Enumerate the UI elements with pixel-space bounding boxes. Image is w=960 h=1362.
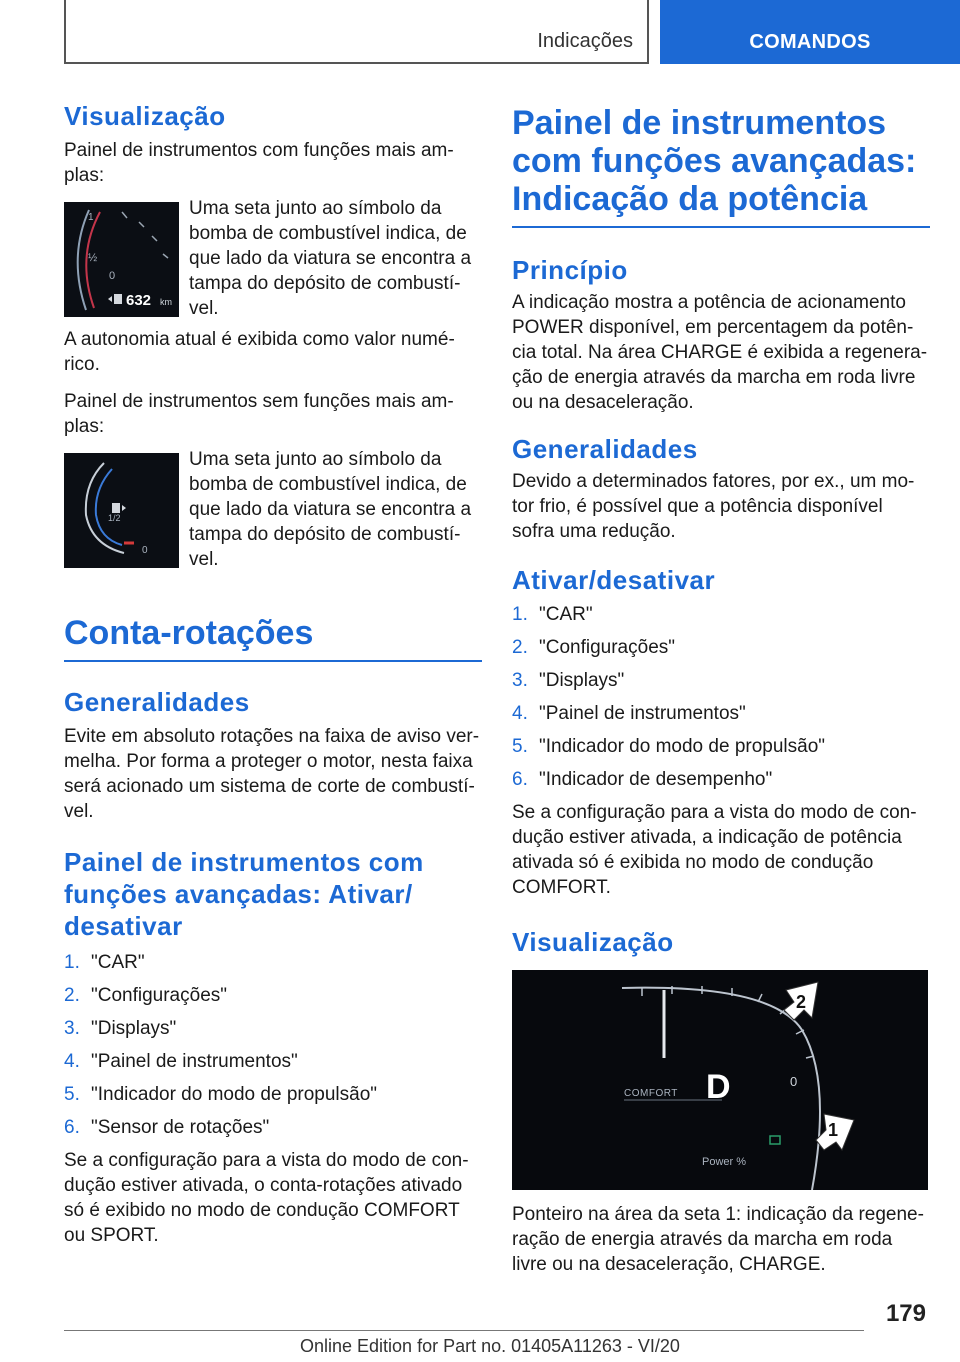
heading-power-display: Painel de instrumentos com funções avançadas: Indicação da potência [512, 104, 930, 228]
footer-edition: Online Edition for Part no. 01405A11263 - VI/20 [300, 1336, 680, 1356]
fig1-label-zero: 0 [109, 270, 116, 282]
left-column [64, 100, 482, 1248]
section-title-advanced-toggle: Painel de instrumentos com funções avançadas: Ativar/ desativar [64, 847, 424, 941]
ativar-text: Se a configuração para a vista do modo de con-dução estiver ativada, a indicação de potência ativada só é exibida no modo de condução COMFORT. [512, 802, 917, 898]
generalidades-right-text: Devido a determinados fatores, por ex., um mo-tor frio, é possível que a potência disponível sofra uma redução. [512, 471, 915, 542]
mode-label: COMFORT [624, 1088, 678, 1099]
autonomy-text: A autonomia atual é exibida como valor numé-rico. [64, 329, 455, 375]
list-item: 3. "Displays" [512, 670, 625, 691]
steps-list-right [512, 602, 930, 792]
section-title-generalidades-right: Generalidades [512, 434, 698, 464]
right-column [512, 104, 930, 1277]
power-display-image [512, 970, 928, 1190]
steps-list-left [64, 950, 482, 1140]
list-item: 5. "Indicador do modo de propulsão" [64, 1084, 378, 1105]
gear-indicator: D [706, 1068, 731, 1106]
list-item: 4. "Painel de instrumentos" [512, 703, 746, 724]
figure-row-basic [64, 447, 482, 572]
power-zero-label: 0 [790, 1074, 798, 1089]
generalidades-text: Evite em absoluto rotações na faixa de aviso ver-melha. Por forma a proteger o motor, nesta faixa será acionado um sistema de corte de combustí-vel. [64, 726, 480, 822]
fuel-gauge-basic-image [64, 453, 179, 568]
section-title-generalidades: Generalidades [64, 687, 250, 717]
fig2-label-zero: 0 [142, 545, 148, 556]
heading-conta-rotacoes: Conta-rotações [64, 614, 482, 662]
list-item: 3. "Displays" [64, 1018, 177, 1039]
fig1-range-unit: km [160, 297, 172, 307]
page-number: 179 [885, 1300, 926, 1327]
list-item: 6. "Sensor de rotações" [64, 1117, 270, 1138]
header-section: Indicações [537, 30, 633, 52]
header-box [64, 0, 649, 64]
closing-text-left: Se a configuração para a vista do modo de con-dução estiver ativada, o conta-rotações ativado só é exibido no modo de condução COMFORT ou SPORT. [64, 1150, 469, 1246]
list-item: 1. "CAR" [512, 604, 593, 625]
list-item: 4. "Painel de instrumentos" [64, 1051, 298, 1072]
intro-basic: Painel de instrumentos sem funções mais am-plas: [64, 391, 454, 437]
figure-row-advanced [64, 196, 482, 321]
fuel-gauge-basic-graphic [64, 453, 179, 568]
section-title-ativar: Ativar/desativar [512, 565, 716, 595]
fig1-label-one: 1 [88, 212, 94, 223]
header-tab-comandos[interactable] [660, 0, 960, 64]
fig1-range-value: 632 [126, 292, 152, 309]
intro-advanced: Painel de instrumentos com funções mais am-plas: [64, 140, 454, 186]
footer-divider [64, 1330, 864, 1331]
list-item: 6. "Indicador de desempenho" [512, 769, 773, 790]
fig2-description: Uma seta junto ao símbolo da bomba de combustível indica, de que lado da viatura se encontra a tampa do depósito de combustí-vel. [189, 449, 472, 570]
list-item: 2. "Configurações" [512, 637, 676, 658]
fig2-label-half: 1/2 [108, 513, 121, 523]
power-percent-label: Power % [702, 1156, 747, 1168]
fig1-description: Uma seta junto ao símbolo da bomba de combustível indica, de que lado da viatura se encontra a tampa do depósito de combustí-vel. [189, 198, 472, 319]
section-title-visualizacao-right: Visualização [512, 927, 674, 957]
principio-text: A indicação mostra a potência de acionamento POWER disponível, em percentagem da potên-cia total. Na área CHARGE é exibida a regenera-ção de energia através da marcha em roda livre ou na desaceleração. [512, 292, 928, 413]
header-tab-label: COMANDOS [749, 31, 871, 53]
section-title-principio: Princípio [512, 255, 628, 285]
section-title-visualizacao: Visualização [64, 101, 226, 131]
arrow-1-label: 1 [828, 1120, 839, 1140]
list-item: 1. "CAR" [64, 952, 145, 973]
arrow-2-label: 2 [796, 992, 807, 1012]
fuel-gauge-advanced-image [64, 202, 179, 317]
figure-caption: Ponteiro na área da seta 1: indicação da regene-ração de energia através da marcha em roda livre ou na desaceleração, CHARGE. [512, 1204, 924, 1275]
list-item: 2. "Configurações" [64, 985, 228, 1006]
list-item: 5. "Indicador do modo de propulsão" [512, 736, 826, 757]
fig1-label-half: ½ [88, 252, 98, 264]
